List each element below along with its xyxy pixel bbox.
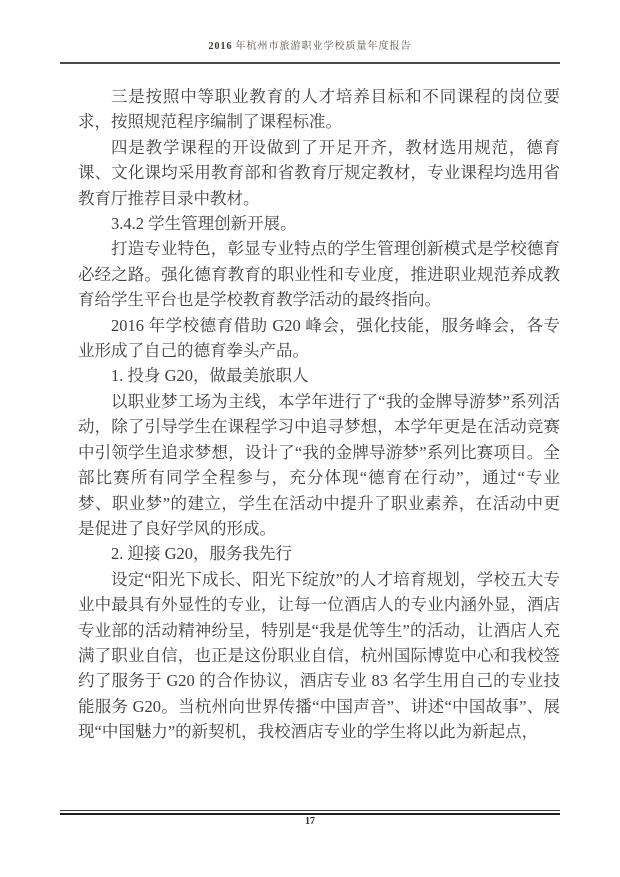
list-item-heading: 1. 投身 G20，做最美旅职人 bbox=[111, 366, 309, 386]
header-divider bbox=[60, 62, 560, 64]
paragraph: 以职业梦工场为主线，本学年进行了“我的金牌导游梦”系列活动，除了引导学生在课程学习中追寻梦想，本学年更是在活动竞赛中引领学生追求梦想，设计了“我的金牌导游梦”系列比赛项目。全部比赛所有同学全程参与，充分体现“德育在行动”，通过“专业梦、职业梦”的建立，学生在活动中提升了职业素养，在活动中更是促进了良好学风的形成。 bbox=[78, 391, 560, 538]
paragraph: 三是按照中等职业教育的人才培养目标和不同课程的岗位要求，按照规范程序编制了课程标准。 bbox=[78, 87, 560, 132]
document-body bbox=[78, 84, 560, 745]
page-number: 17 bbox=[305, 816, 315, 827]
list-item-heading: 2. 迎接 G20，服务我先行 bbox=[111, 544, 293, 564]
paragraph: 设定“阳光下成长、阳光下绽放”的人才培育规划，学校五大专业中最具有外显性的专业，让每一位酒店人的专业内涵外显，酒店专业部的活动精神纷呈，特别是“我是优等生”的活动，让酒店人充满了职业自信，也正是这份职业自信，杭州国际博览中心和我校签约了服务于 G20 的合作协议，酒店专业 83 名学生用自己的专业技能服务 G20。当杭州向世界传播“中国声音”、讲述“中国故事”、展现“中国魅力”的新契机，我校酒店专业的学生将以此为新起点， bbox=[78, 569, 560, 742]
header-title: 年杭州市旅游职业学校质量年度报告 bbox=[235, 41, 412, 52]
section-heading: 3.4.2 学生管理创新开展。 bbox=[111, 214, 297, 234]
paragraph: 2016 年学校德育借助 G20 峰会，强化技能，服务峰会，各专业形成了自己的德育拳头产品。 bbox=[78, 315, 560, 361]
page-header bbox=[60, 37, 560, 52]
footer-divider bbox=[60, 810, 560, 815]
header-year: 2016 bbox=[208, 41, 233, 52]
paragraph: 四是教学课程的开设做到了开足开齐，教材选用规范，德育课、文化课均采用教育部和省教育厅规定教材，专业课程均选用省教育厅推荐目录中教材。 bbox=[78, 137, 560, 208]
paragraph: 打造专业特色，彰显专业特点的学生管理创新模式是学校德育必经之路。强化德育教育的职业性和专业度，推进职业规范养成教育给学生平台也是学校教育教学活动的最终指向。 bbox=[78, 239, 560, 310]
